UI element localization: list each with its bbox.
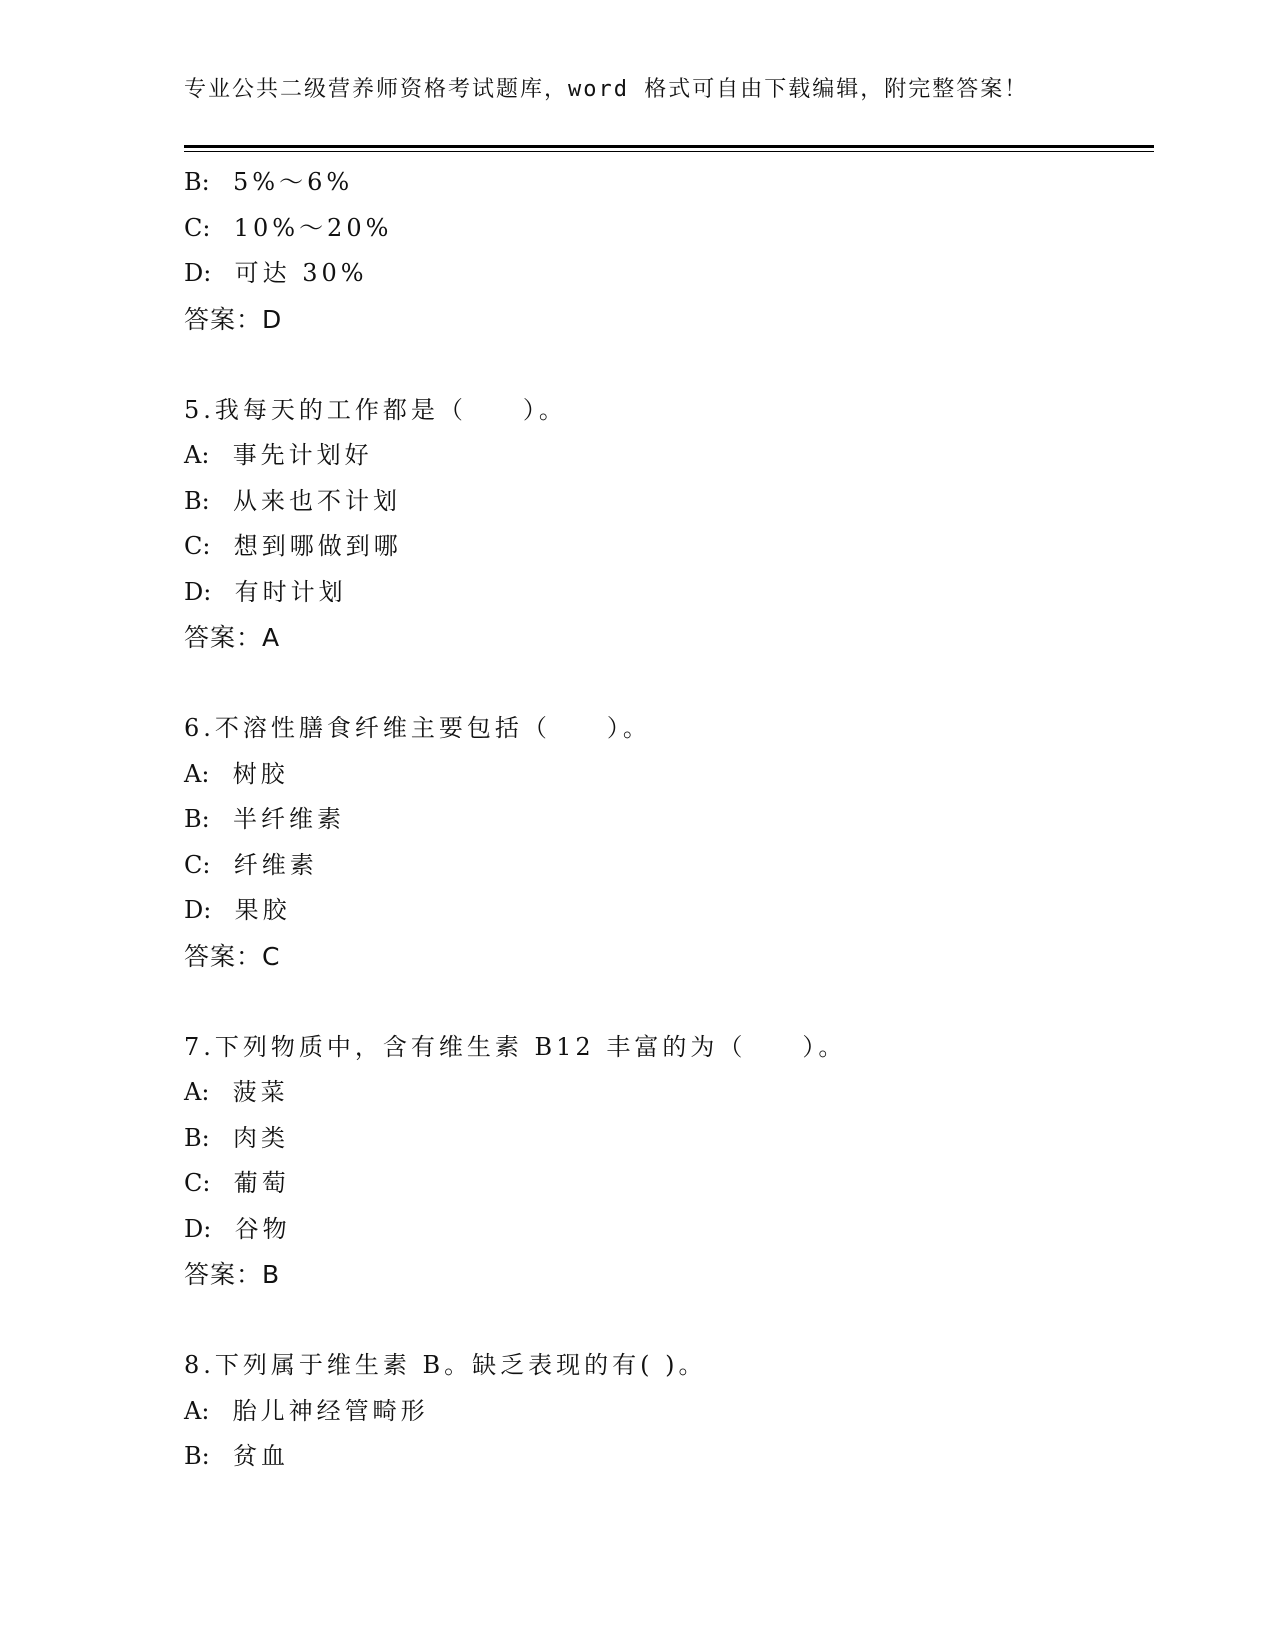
option-line: C: 想到哪做到哪 — [184, 532, 402, 560]
option-line: B: 5%～6% — [184, 168, 354, 196]
option-line: D: 果胶 — [184, 896, 291, 924]
option-line: D: 可达 30% — [184, 259, 368, 287]
option-line: A: 胎儿神经管畸形 — [184, 1396, 429, 1425]
option-line: B: 贫血 — [184, 1442, 289, 1470]
option-line: A: 事先计划好 — [184, 441, 373, 469]
document-body — [184, 160, 1154, 1480]
option-line: D: 有时计划 — [184, 577, 347, 606]
question-stem: 8.下列属于维生素 B。缺乏表现的有( )。 — [184, 1351, 707, 1379]
header-divider-thick — [184, 145, 1154, 148]
answer-line: 答案：C — [184, 941, 281, 971]
option-line: B: 半纤维素 — [184, 805, 345, 833]
option-line: C: 纤维素 — [184, 850, 318, 879]
option-line: C: 10%～20% — [184, 213, 393, 242]
option-line: A: 树胶 — [184, 759, 289, 788]
option-line: A: 菠菜 — [184, 1078, 289, 1106]
question-stem: 6.不溶性膳食纤维主要包括（ ）。 — [184, 714, 651, 742]
question-stem: 5.我每天的工作都是（ ）。 — [184, 395, 567, 424]
option-line: B: 肉类 — [184, 1123, 289, 1152]
page-header: 专业公共二级营养师资格考试题库，word 格式可自由下载编辑，附完整答案！ — [184, 77, 1029, 102]
answer-line: 答案：B — [184, 1260, 281, 1289]
header-divider-thin — [184, 151, 1154, 152]
answer-line: 答案：D — [184, 304, 283, 334]
question-stem: 7.下列物质中，含有维生素 B12 丰富的为（ ）。 — [184, 1032, 847, 1061]
answer-line: 答案：A — [184, 623, 281, 652]
option-line: B: 从来也不计划 — [184, 486, 401, 515]
option-line: C: 葡萄 — [184, 1169, 290, 1197]
option-line: D: 谷物 — [184, 1214, 291, 1243]
